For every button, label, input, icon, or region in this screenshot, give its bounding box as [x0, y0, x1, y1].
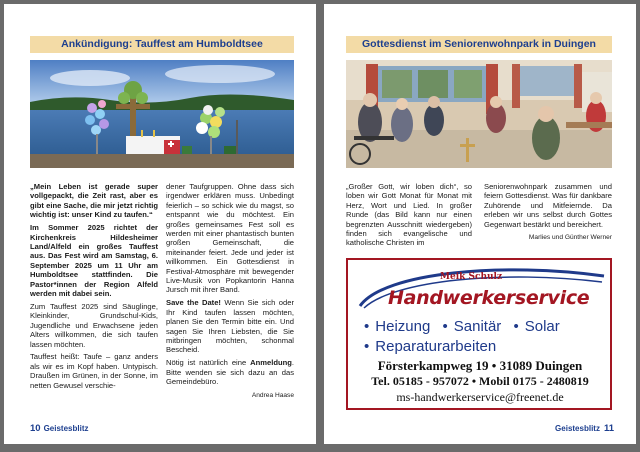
page-number: 10: [30, 423, 41, 434]
author-signature-werner: Marlies und Günther Werner: [528, 234, 612, 242]
paragraph-registration: Nötig ist natürlich eine Anmeldung. Bitte wenden sie sich dazu an das Gemeindebüro.: [166, 358, 294, 387]
bullet-icon: •: [364, 318, 370, 335]
tauffest-photo: [30, 60, 294, 168]
column-right-1: [346, 182, 472, 251]
paragraph-save-the-date: [166, 298, 294, 354]
paragraph-participants: Zum Tauffest 2025 sind Säuglinge, Kleinkinder, Grundschul-Kids, Jugendliche und Erwachsene jeden Alters willkommen, die sich taufen lassen möchten.: [30, 301, 158, 349]
ad-email: ms-handwerkerservice@freenet.de: [396, 390, 564, 404]
seniorenwohnpark-photo: [346, 60, 612, 168]
service-heizung: Heizung: [375, 318, 431, 335]
page-number: 11: [603, 423, 614, 434]
registration-label: Anmeldung: [250, 358, 292, 368]
intro-quote: „Mein Leben ist gerade super vollgepackt, die Zeit rast, aber es gibt eine Sache, die mir jetzt richtig wichtig ist: unser Kind zu taufen.“: [30, 182, 158, 220]
senior-residence-service-room-photo: [346, 60, 612, 168]
magazine-name: Geistesblitz: [43, 424, 89, 433]
ad-phone-numbers: Tel. 05185 - 957072 • Mobil 0175 - 2480819: [371, 374, 589, 388]
service-solar: Solar: [524, 318, 560, 335]
ad-address: Försterkampweg 19 • 31089 Duingen: [377, 358, 583, 373]
services-line-2: [364, 338, 496, 355]
paragraph-gottesdienst: „Großer Gott, wir loben dich“, so loben wir Gott Monat für Monat mit Herz, Wort und Lied. In großer Runde (das Bild kann nur einen begrenzten Ausschnitt wiedergeben) finden sich evangelische und katholische Christen im: [346, 182, 472, 248]
service-sanitaer: Sanitär: [453, 318, 502, 335]
company-name: Handwerkerservice: [388, 287, 590, 309]
services-line-1: [364, 318, 560, 335]
page-footer-right: [555, 423, 614, 434]
column-left-2: [166, 182, 294, 400]
page-footer-left: [30, 423, 88, 434]
bullet-icon: •: [442, 318, 448, 335]
article-heading-tauffest: Ankündigung: Tauffest am Humboldtsee: [30, 36, 294, 53]
save-the-date-label: Save the Date!: [166, 298, 221, 308]
bullet-icon: •: [364, 338, 370, 355]
author-signature: Andrea Haase: [251, 391, 294, 399]
advertisement-handwerkerservice: [346, 258, 612, 410]
paragraph-festival: dener Taufgruppen. Ohne dass sich irgendwer erklären muss. Unbedingt feierlich – so schick wie du magst, so entspannt wie du möchtest. Ein großes gemeinsames Fest soll es werden mit einer phantastisch bunten großen Gemeinschaft, die miteinander feiert. Jede und jeder ist willkommen. Ein Gottesdienst in Festival-Atmosphäre mit bewegender Live-Musik von Popkantorin Hanna Jursch mit ihrer Band.: [166, 182, 294, 295]
left-page: [4, 4, 316, 444]
column-right-2: [484, 182, 612, 242]
column-left-1: [30, 182, 158, 394]
paragraph-tauffest-meaning: Tauffest heißt: Taufe – ganz anders als wir es im Kopf haben. Untypisch. Draußen im Grünen, in der Sonne, im netten Gewusel verschie-: [30, 352, 158, 390]
lake-baptism-altar-balloons-photo: [30, 60, 294, 168]
bullet-icon: •: [513, 318, 519, 335]
save-the-date-text: Wenn Sie sich oder Ihr Kind taufen lassen möchten, planen Sie den Termin bitte ein. Und sagen Sie Ihren Liebsten, die Sie mitbringen möchten, schonmal Bescheid.: [166, 298, 294, 355]
magazine-name: Geistesblitz: [555, 424, 600, 433]
paragraph-seniorenwohnpark: Seniorenwohnpark zusammen und feiern Gottesdienst. Was für dankbare Zuhörende und Mitfeiernde. Da erleben wir uns selbst durch Gottes Gegenwart bestärkt und bereichert.: [484, 182, 612, 229]
owner-name: Meik Schulz: [440, 272, 503, 282]
announcement-paragraph: Im Sommer 2025 richtet der Kirchenkreis Hildesheimer Land/Alfeld ein großes Tauffest aus. Das Fest wird am Samstag, 6. September 2025 um 11 Uhr am Humboldtsee stattfinden. Die Pastor*innen der Region Alfeld werden mit dabei sein.: [30, 223, 158, 298]
service-reparatur: Reparaturarbeiten: [375, 338, 497, 355]
article-heading-gottesdienst: Gottesdienst im Seniorenwohnpark in Duingen: [346, 36, 612, 53]
right-page: [324, 4, 636, 444]
